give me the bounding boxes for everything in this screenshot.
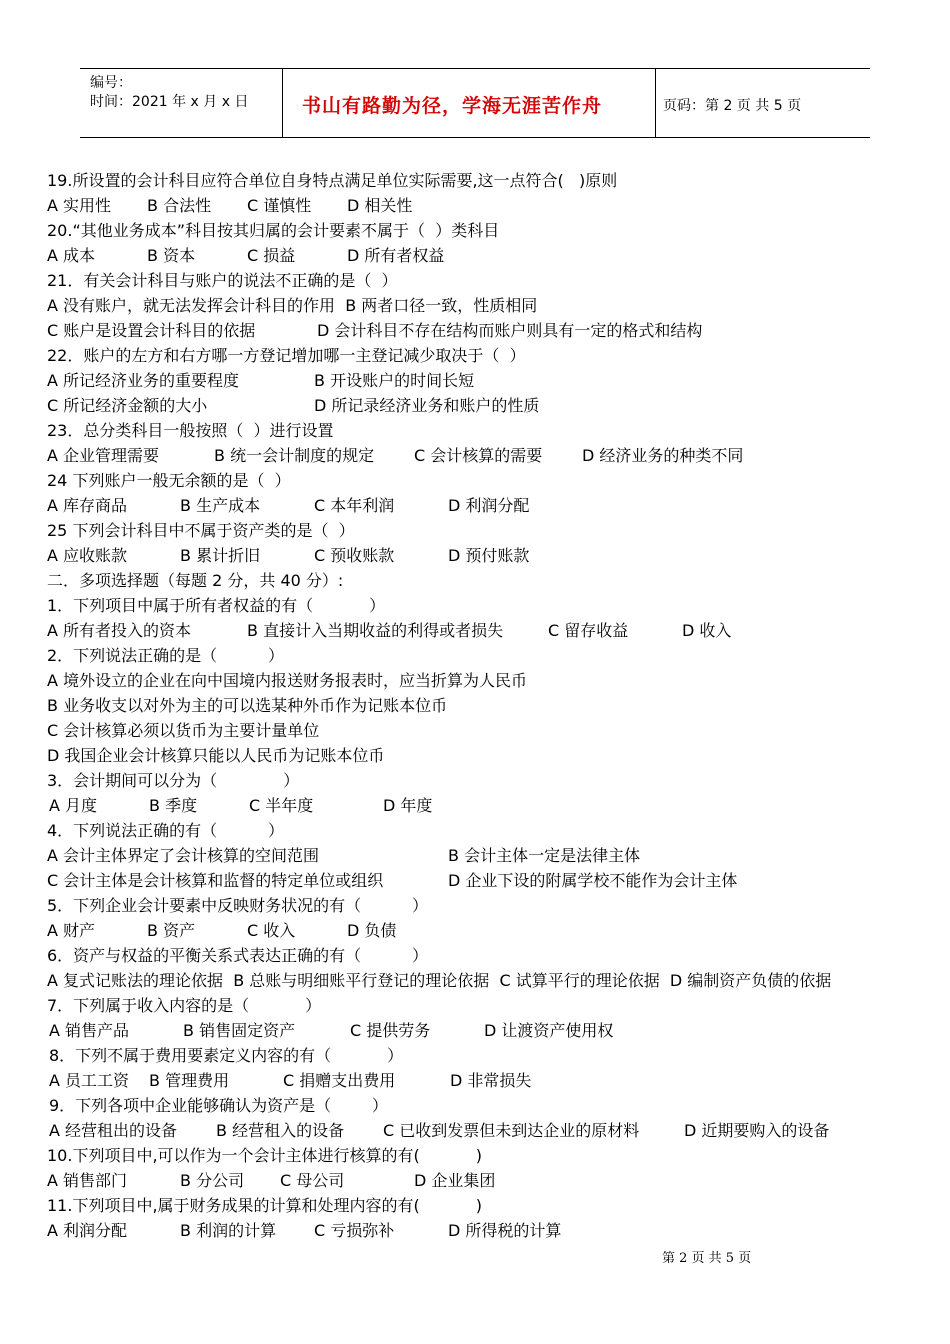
question-line: 3．会计期间可以分为（ ） <box>47 771 300 790</box>
question-line: 8．下列不属于费用要素定义内容的有（ ） <box>49 1046 404 1065</box>
question-line: D 我国企业会计核算只能以人民币为记账本位币 <box>47 746 385 765</box>
option-text: B 季度 <box>149 796 198 815</box>
option-text: B 分公司 <box>180 1171 245 1190</box>
option-text: B 经营租入的设备 <box>216 1121 345 1140</box>
header-page-number: 页码：第 2 页 共 5 页 <box>663 98 802 114</box>
option-text: C 已收到发票但未到达企业的原材料 <box>383 1121 640 1140</box>
question-line: 5．下列企业会计要素中反映财务状况的有（ ） <box>47 896 429 915</box>
option-text: C 提供劳务 <box>350 1021 431 1040</box>
option-text: D 预付账款 <box>448 546 530 565</box>
option-text: B 生产成本 <box>180 496 261 515</box>
option-text: D 让渡资产使用权 <box>484 1021 614 1040</box>
option-text: D 利润分配 <box>448 496 530 515</box>
page-footer: 第 2 页 共 5 页 <box>662 1251 752 1266</box>
question-line: 7．下列属于收入内容的是（ ） <box>47 996 322 1015</box>
document-date-label: 时间：2021 年 x 月 x 日 <box>90 94 249 110</box>
question-line: 24 下列账户一般无余额的是（ ） <box>47 471 291 490</box>
option-text: A 员工工资 <box>49 1071 130 1090</box>
option-text: D 所有者权益 <box>347 246 445 265</box>
option-text: C 预收账款 <box>314 546 395 565</box>
option-text: C 谨慎性 <box>247 196 312 215</box>
option-text: B 统一会计制度的规定 <box>214 446 375 465</box>
option-text: B 合法性 <box>147 196 212 215</box>
option-text: D 经济业务的种类不同 <box>582 446 744 465</box>
option-text: A 成本 <box>47 246 96 265</box>
option-text: C 留存收益 <box>548 621 629 640</box>
question-line: A 没有账户，就无法发挥会计科目的作用 B 两者口径一致，性质相同 <box>47 296 538 315</box>
option-text: A 利润分配 <box>47 1221 128 1240</box>
option-text: D 相关性 <box>347 196 413 215</box>
question-line: 19.所设置的会计科目应符合单位自身特点满足单位实际需要,这一点符合( )原则 <box>47 171 618 190</box>
option-text: A 财产 <box>47 921 96 940</box>
option-text: A 库存商品 <box>47 496 128 515</box>
option-text: B 资产 <box>147 921 196 940</box>
option-text: B 利润的计算 <box>180 1221 277 1240</box>
option-text: C 捐赠支出费用 <box>283 1071 396 1090</box>
question-line: 25 下列会计科目中不属于资产类的是（ ） <box>47 521 355 540</box>
option-text: C 母公司 <box>280 1171 345 1190</box>
document-number-label: 编号： <box>90 75 132 91</box>
option-text: B 累计折旧 <box>180 546 261 565</box>
option-text: B 管理费用 <box>149 1071 230 1090</box>
option-text: D 近期要购入的设备 <box>684 1121 830 1140</box>
option-text: C 会计核算的需要 <box>414 446 543 465</box>
option-text: C 半年度 <box>249 796 314 815</box>
option-text: D 企业下设的附属学校不能作为会计主体 <box>448 871 738 890</box>
question-line: 9．下列各项中企业能够确认为资产是（ ） <box>49 1096 388 1115</box>
option-text: D 所记录经济业务和账户的性质 <box>314 396 540 415</box>
option-text: D 所得税的计算 <box>448 1221 562 1240</box>
option-text: A 所有者投入的资本 <box>47 621 192 640</box>
question-line: 23．总分类科目一般按照（ ）进行设置 <box>47 421 334 440</box>
option-text: A 会计主体界定了会计核算的空间范围 <box>47 846 320 865</box>
question-line: 4．下列说法正确的有（ ） <box>47 821 285 840</box>
option-text: B 会计主体一定是法律主体 <box>448 846 641 865</box>
header-meta-cell <box>80 69 283 137</box>
option-text: A 销售部门 <box>47 1171 128 1190</box>
option-text: D 会计科目不存在结构而账户则具有一定的格式和结构 <box>317 321 703 340</box>
option-text: D 企业集团 <box>414 1171 496 1190</box>
option-text: A 实用性 <box>47 196 112 215</box>
option-text: C 会计主体是会计核算和监督的特定单位或组织 <box>47 871 384 890</box>
option-text: A 企业管理需要 <box>47 446 160 465</box>
option-text: B 开设账户的时间长短 <box>314 371 475 390</box>
option-text: C 账户是设置会计科目的依据 <box>47 321 256 340</box>
question-line: A 复式记账法的理论依据 B 总账与明细账平行登记的理论依据 C 试算平行的理论依据 D 编制资产负债的依据 <box>47 971 832 990</box>
question-line: B 业务收支以对外为主的可以选某种外币作为记账本位币 <box>47 696 448 715</box>
question-line: 2．下列说法正确的是（ ） <box>47 646 285 665</box>
question-line: 二．多项选择题（每题 2 分，共 40 分）: <box>47 571 344 590</box>
option-text: A 应收账款 <box>47 546 128 565</box>
question-line: 11.下列项目中,属于财务成果的计算和处理内容的有( ) <box>47 1196 482 1215</box>
option-text: D 非常损失 <box>450 1071 532 1090</box>
option-text: B 销售固定资产 <box>183 1021 296 1040</box>
question-line: C 会计核算必须以货币为主要计量单位 <box>47 721 320 740</box>
question-line: 20.“其他业务成本”科目按其归属的会计要素不属于（ ）类科目 <box>47 221 500 240</box>
option-text: C 本年利润 <box>314 496 395 515</box>
option-text: D 收入 <box>682 621 732 640</box>
question-line: A 境外设立的企业在向中国境内报送财务报表时，应当折算为人民币 <box>47 671 528 690</box>
header-motto-cell <box>282 69 656 137</box>
header-page-cell <box>655 69 870 137</box>
option-text: A 所记经济业务的重要程度 <box>47 371 240 390</box>
option-text: A 销售产品 <box>49 1021 130 1040</box>
option-text: B 资本 <box>147 246 196 265</box>
option-text: A 经营租出的设备 <box>49 1121 178 1140</box>
option-text: B 直接计入当期收益的利得或者损失 <box>247 621 504 640</box>
header-motto: 书山有路勤为径，学海无涯苦作舟 <box>302 95 603 117</box>
question-line: 10.下列项目中,可以作为一个会计主体进行核算的有( ) <box>47 1146 482 1165</box>
question-line: 21．有关会计科目与账户的说法不正确的是（ ） <box>47 271 398 290</box>
question-line: 6．资产与权益的平衡关系式表达正确的有（ ） <box>47 946 429 965</box>
question-line: 1．下列项目中属于所有者权益的有（ ） <box>47 596 386 615</box>
option-text: A 月度 <box>49 796 98 815</box>
option-text: C 收入 <box>247 921 296 940</box>
option-text: D 负债 <box>347 921 397 940</box>
question-line: 22．账户的左方和右方哪一方登记增加哪一主登记减少取决于（ ） <box>47 346 526 365</box>
option-text: C 所记经济金额的大小 <box>47 396 208 415</box>
option-text: C 亏损弥补 <box>314 1221 395 1240</box>
option-text: D 年度 <box>383 796 433 815</box>
option-text: C 损益 <box>247 246 296 265</box>
page-header <box>80 68 870 138</box>
